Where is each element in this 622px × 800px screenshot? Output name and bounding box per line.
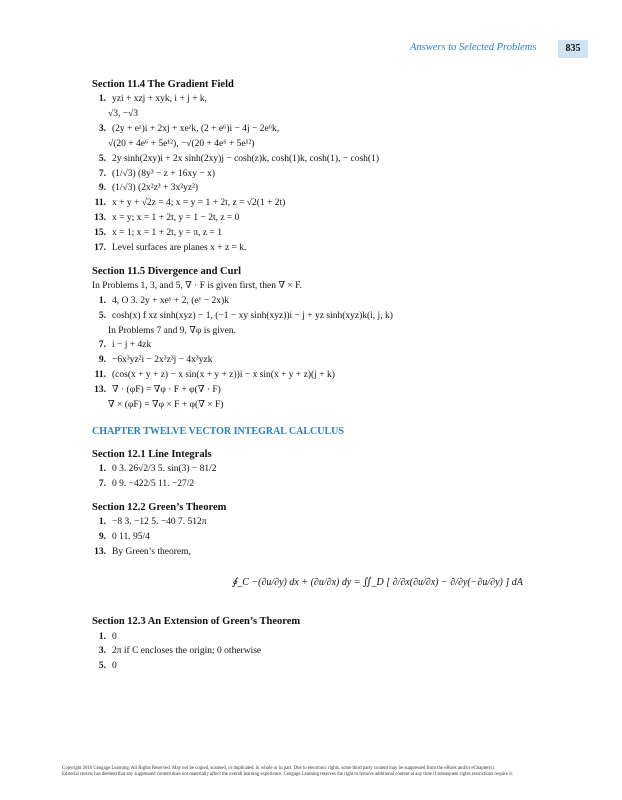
answer-number: 7. bbox=[98, 479, 106, 490]
answer-text: (1/√3) (8y³ − z + 16xy − x) bbox=[112, 168, 216, 179]
answer-item bbox=[92, 532, 562, 544]
answer-item bbox=[92, 198, 562, 210]
answer-text: 0 9. −422/5 11. −27/2 bbox=[112, 479, 195, 490]
answer-number: 5. bbox=[98, 661, 106, 672]
section-heading: Section 12.2 Green’s Theorem bbox=[92, 502, 227, 514]
answer-number: 15. bbox=[94, 228, 106, 238]
answer-item bbox=[92, 632, 562, 644]
answer-number: 1. bbox=[98, 94, 106, 105]
answer-continuation: √3, −√3 bbox=[108, 109, 139, 119]
answer-number: 11. bbox=[94, 198, 106, 209]
section-heading: Section 12.3 An Extension of Green’s Theorem bbox=[92, 616, 301, 628]
answer-item bbox=[92, 355, 562, 367]
display-formula: ∮_C −(∂u/∂y) dx + (∂u/∂x) dy = ∬_D [ ∂/∂x(∂u/∂x) − ∂/∂y(−∂u/∂y) ] dA bbox=[232, 576, 523, 588]
answer-text: By Green’s theorem, bbox=[112, 547, 191, 557]
answer-number: 1. bbox=[98, 464, 106, 475]
copyright-footer bbox=[62, 766, 582, 779]
answer-item bbox=[92, 169, 562, 181]
answer-item bbox=[92, 385, 562, 397]
answer-number: 1. bbox=[98, 517, 106, 528]
answer-number: 9. bbox=[98, 532, 106, 543]
answer-number: 9. bbox=[98, 355, 106, 366]
section-heading: Section 11.5 Divergence and Curl bbox=[92, 265, 242, 277]
answer-number: 1. bbox=[98, 631, 106, 642]
answer-item bbox=[92, 183, 562, 195]
answer-item bbox=[92, 296, 562, 308]
answer-text: 2y sinh(2xy)i + 2x sinh(2xy)j − cosh(z)k, cosh(1)k, cosh(1), − cosh(1) bbox=[112, 153, 379, 164]
answer-number: 9. bbox=[98, 183, 106, 194]
answer-text: cosh(x) f xz sinh(xyz) − 1, (−1 − xy sinh(xyz))i − j + yz sinh(xyz)k(i, j, k) bbox=[112, 310, 393, 321]
answer-number: 13. bbox=[94, 547, 106, 557]
answer-text: 0 3. 26√2/3 5. sin(3) − 81/2 bbox=[112, 464, 217, 475]
answer-text: 0 bbox=[112, 661, 117, 672]
answer-continuation: √(20 + 4e⁶ + 5e¹²), −√(20 + 4e⁶ + 5e¹²) bbox=[108, 138, 255, 149]
answer-item bbox=[92, 94, 562, 106]
answer-item bbox=[92, 311, 562, 323]
running-header bbox=[410, 40, 590, 60]
answer-text: 0 11. 95/4 bbox=[112, 532, 150, 543]
answer-number: 7. bbox=[98, 168, 106, 179]
answers-content bbox=[92, 68, 562, 676]
answer-number: 3. bbox=[98, 123, 106, 134]
answer-text: i − j + 4zk bbox=[112, 340, 152, 351]
answer-text: (1/√3) (2x²z³ + 3x²yz²) bbox=[112, 183, 199, 194]
copyright-line-1: Copyright 2010 Cengage Learning. All Rights Reserved. May not be copied, scanned, or duplicated, in whole or in part. Due to electronic rights, some third party content may be suppressed from the eBook and/or eChapter(s). bbox=[62, 766, 495, 771]
answer-number: 13. bbox=[94, 385, 106, 395]
answer-number: 17. bbox=[94, 242, 106, 253]
page-number: 835 bbox=[558, 40, 588, 58]
answer-item bbox=[92, 464, 562, 476]
answer-text: 2π if C encloses the origin; 0 otherwise bbox=[112, 646, 262, 657]
answer-text: −6x³yz²i − 2x³z³j − 4x³yzk bbox=[112, 355, 213, 366]
answer-text: (cos(x + y + z) − x sin(x + y + z))i − x sin(x + y + z)(j + k) bbox=[112, 370, 335, 381]
running-header-title: Answers to Selected Problems bbox=[410, 42, 537, 53]
answer-number: 1. bbox=[98, 295, 106, 306]
copyright-line-2: Editorial review has deemed that any suppressed content does not materially affect the overall learning experience. Cengage Learning reserves the right to remove additional content at any time if subsequent rights restrictions require it. bbox=[62, 772, 514, 778]
answer-item bbox=[92, 124, 562, 136]
answer-item bbox=[92, 213, 562, 225]
answer-item bbox=[92, 154, 562, 166]
answer-item bbox=[92, 243, 562, 255]
answer-number: 5. bbox=[98, 153, 106, 164]
answer-continuation: ∇ × (φF) = ∇φ × F + φ(∇ × F) bbox=[108, 399, 224, 410]
answer-text: 4, O 3. 2y + xeʸ + 2, (eʸ − 2x)k bbox=[112, 295, 229, 306]
answer-item bbox=[92, 547, 562, 559]
answer-text: Level surfaces are planes x + z = k. bbox=[112, 242, 247, 253]
section-heading: Section 12.1 Line Integrals bbox=[92, 449, 212, 461]
answer-text: x + y + √2z = 4; x = y = 1 + 2t, z = √2(1 + 2t) bbox=[112, 198, 286, 209]
problem-note: In Problems 7 and 9, ∇φ is given. bbox=[108, 325, 236, 336]
answer-number: 5. bbox=[98, 310, 106, 321]
answer-number: 13. bbox=[94, 213, 106, 224]
answer-item bbox=[92, 370, 562, 382]
answer-text: −8 3. −12 5. −40 7. 512π bbox=[112, 517, 207, 528]
answer-item bbox=[92, 517, 562, 529]
answer-item bbox=[92, 340, 562, 352]
answer-text: (2y + eᶻ)i + 2xj + xeᶻk, (2 + e⁶)i − 4j − 2e⁶k, bbox=[112, 123, 280, 134]
answer-text: x = 1; x = 1 + 2t, y = π, z = 1 bbox=[112, 228, 222, 238]
answer-text: 0 bbox=[112, 631, 117, 642]
answer-number: 7. bbox=[98, 340, 106, 351]
section-heading: Section 11.4 The Gradient Field bbox=[92, 79, 234, 90]
answer-text: ∇ · (φF) = ∇φ · F + φ(∇ · F) bbox=[112, 385, 221, 395]
answer-item bbox=[92, 479, 562, 491]
answer-number: 11. bbox=[94, 370, 106, 381]
answer-item bbox=[92, 228, 562, 240]
answer-text: yzi + xzj + xyk, i + j + k, bbox=[112, 94, 208, 105]
section-intro: In Problems 1, 3, and 5, ∇ · F is given first, then ∇ × F. bbox=[92, 280, 302, 291]
answer-number: 3. bbox=[98, 646, 106, 657]
chapter-heading: CHAPTER TWELVE VECTOR INTEGRAL CALCULUS bbox=[92, 425, 344, 437]
answer-item bbox=[92, 646, 562, 658]
answer-item bbox=[92, 661, 562, 673]
answer-text: x = y; x = 1 + 2t, y = 1 − 2t, z = 0 bbox=[112, 213, 240, 224]
